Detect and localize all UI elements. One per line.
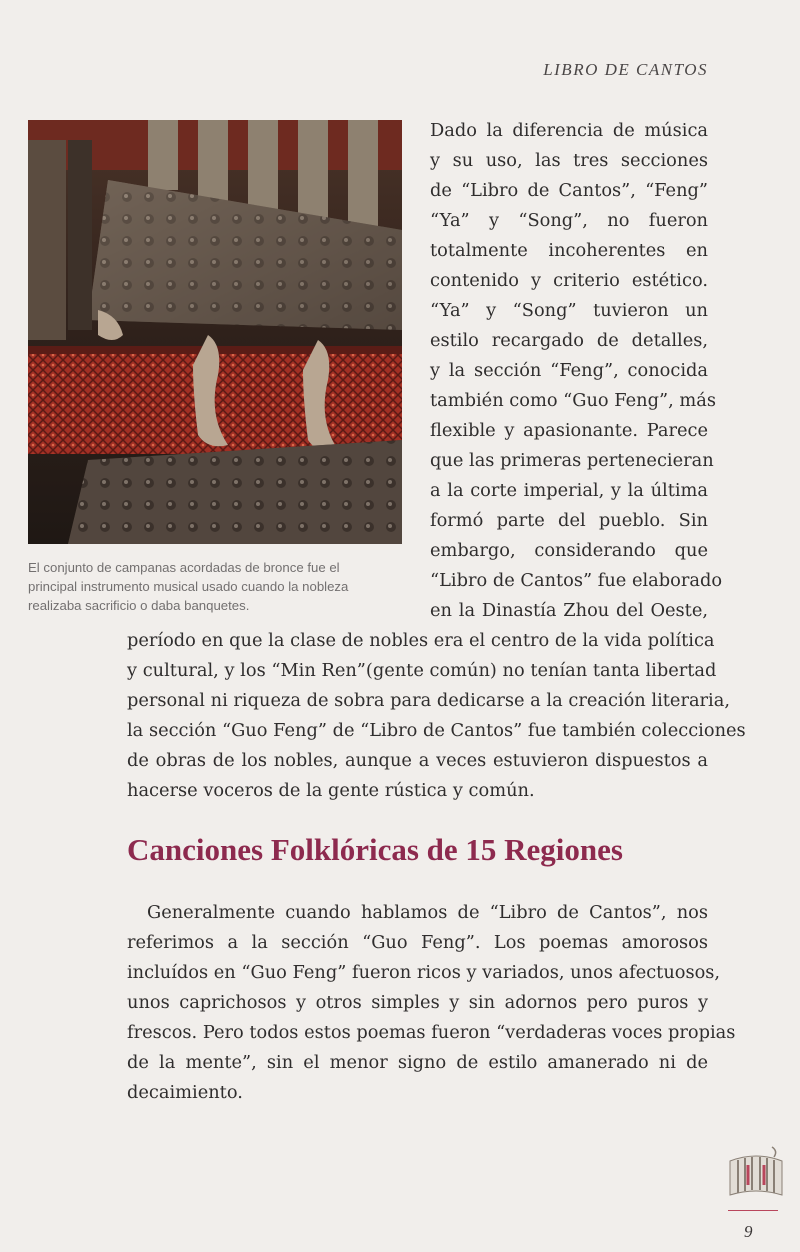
- body-line: decaimiento.: [127, 1082, 243, 1103]
- body-line: embargo, considerando que: [430, 540, 708, 561]
- body-line: frescos. Pero todos estos poemas fueron “verdaderas voces propias: [127, 1022, 736, 1043]
- body-line: estilo recargado de detalles,: [430, 330, 708, 351]
- caption-line: realizaba sacrificio o daba banquetes.: [28, 598, 250, 613]
- section-heading: Canciones Folklóricas de 15 Regiones: [127, 832, 623, 867]
- running-header: LIBRO DE CANTOS: [543, 60, 708, 79]
- figure-caption: [28, 558, 408, 615]
- caption-line: principal instrumento musical usado cuando la nobleza: [28, 579, 349, 594]
- body-line: de obras de los nobles, aunque a veces estuvieron dispuestos a: [127, 750, 708, 771]
- bells-illustration: [28, 120, 402, 544]
- body-line: en la Dinastía Zhou del Oeste,: [430, 600, 708, 621]
- body-line: “Libro de Cantos” fue elaborado: [430, 570, 723, 591]
- body-line: totalmente incoherentes en: [430, 240, 708, 261]
- caption-line: El conjunto de campanas acordadas de bronce fue el: [28, 560, 340, 575]
- bronze-bells-photo: [28, 120, 402, 544]
- body-line: de la mente”, sin el menor signo de estilo amanerado ni de: [127, 1052, 708, 1073]
- body-line: referimos a la sección “Guo Feng”. Los poemas amorosos: [127, 932, 708, 953]
- body-line: período en que la clase de nobles era el centro de la vida política: [127, 630, 715, 651]
- body-line: “Ya” y “Song” tuvieron un: [430, 300, 708, 321]
- body-line: incluídos en “Guo Feng” fueron ricos y variados, unos afectuosos,: [127, 962, 721, 983]
- body-line: Dado la diferencia de música: [430, 120, 708, 141]
- bamboo-scroll-icon: [728, 1145, 784, 1201]
- body-line: de “Libro de Cantos”, “Feng”: [430, 180, 708, 201]
- body-line: hacerse voceros de la gente rústica y común.: [127, 780, 535, 801]
- body-line: y su uso, las tres secciones: [430, 150, 708, 171]
- body-line: que las primeras pertenecieran: [430, 450, 714, 471]
- body-line: flexible y apasionante. Parece: [430, 420, 708, 441]
- body-line: unos caprichosos y otros simples y sin adornos pero puros y: [127, 992, 708, 1013]
- body-line: la sección “Guo Feng” de “Libro de Cantos” fue también colecciones: [127, 720, 746, 741]
- body-line: también como “Guo Feng”, más: [430, 390, 716, 411]
- body-line: a la corte imperial, y la última: [430, 480, 708, 501]
- body-line: “Ya” y “Song”, no fueron: [430, 210, 708, 231]
- body-line: Generalmente cuando hablamos de “Libro de Cantos”, nos: [147, 902, 708, 923]
- body-line: y la sección “Feng”, conocida: [430, 360, 708, 381]
- body-line: y cultural, y los “Min Ren”(gente común) no tenían tanta libertad: [127, 660, 717, 681]
- page-number: 9: [744, 1222, 753, 1241]
- body-line: personal ni riqueza de sobra para dedicarse a la creación literaria,: [127, 690, 730, 711]
- body-line: formó parte del pueblo. Sin: [430, 510, 708, 531]
- body-line: contenido y criterio estético.: [430, 270, 708, 291]
- footer-rule: [728, 1210, 778, 1211]
